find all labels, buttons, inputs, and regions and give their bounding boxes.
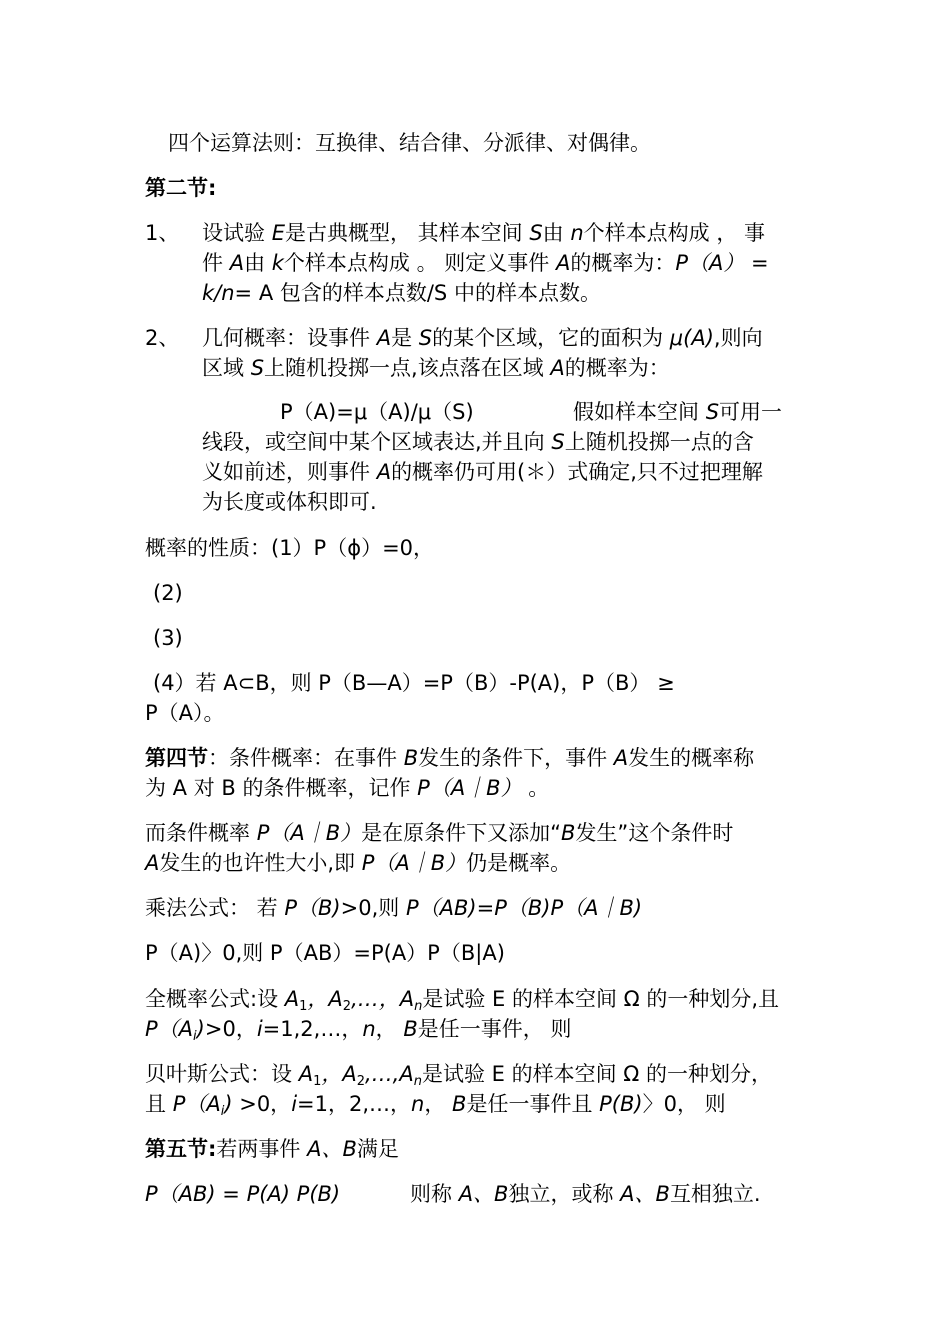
math: ，A <box>321 1062 357 1086</box>
text: 而条件概率 <box>145 821 257 845</box>
text: 且 <box>145 1092 173 1116</box>
math: n <box>362 1017 376 1041</box>
conditional-probability-note <box>145 818 805 878</box>
math: i <box>291 1092 298 1116</box>
line <box>202 353 807 383</box>
line <box>145 668 805 698</box>
math: P（A｜B） <box>417 776 522 800</box>
math: A <box>145 851 160 875</box>
math: P（AB) <box>405 896 477 920</box>
text: 个样本点构成 ， 事 <box>583 221 766 245</box>
text: 的概率为： <box>570 251 676 275</box>
math: ) <box>224 1092 233 1116</box>
text: 设试验 <box>202 221 272 245</box>
math: A <box>550 356 565 380</box>
math: S <box>418 326 433 350</box>
item-2-formula-block <box>202 397 807 517</box>
text: >0， <box>232 1092 292 1116</box>
section-4-heading: 第四节 <box>145 746 208 770</box>
math: i <box>256 1017 263 1041</box>
math: A <box>376 460 392 484</box>
text: 由 <box>542 221 571 245</box>
probability-properties <box>145 533 805 563</box>
math: n <box>411 1092 425 1116</box>
subscript: 2 <box>356 1074 365 1089</box>
text: 发生的也许性大小,即 <box>159 851 362 875</box>
line <box>145 773 805 803</box>
subscript: n <box>413 1074 422 1089</box>
section-2-heading <box>145 173 805 203</box>
text: = A 包含的样本点数/S 中的样本点数。 <box>234 281 601 305</box>
line <box>202 323 807 353</box>
line <box>145 1059 805 1089</box>
independence-definition <box>145 1179 805 1209</box>
text: 1、 <box>145 221 180 245</box>
text: (4）若 A⊂B，则 P（B—A）=P（B）-P(A)，P（B） ≥ <box>153 671 675 695</box>
math: A <box>229 251 245 275</box>
text: 是 <box>391 326 419 350</box>
property-2 <box>153 578 813 608</box>
text: 独立，或称 <box>508 1182 621 1206</box>
bayes-formula <box>145 1059 805 1119</box>
text: 线段，或空间中某个区域表达,并且向 <box>202 430 552 454</box>
math: B <box>561 821 576 845</box>
math: B <box>403 746 419 770</box>
text: 是试验 E 的样本空间 Ω 的一种划分， <box>421 1062 772 1086</box>
text: 几何概率：设事件 <box>202 326 377 350</box>
section-5 <box>145 1134 805 1164</box>
text: 为长度或体积即可. <box>202 490 377 514</box>
formula: P（A)=μ（A)/μ（S) <box>280 400 474 424</box>
text: 的概率为： <box>564 356 670 380</box>
property-3 <box>153 623 813 653</box>
section-5-heading: 第五节: <box>145 1137 217 1161</box>
text: (2) <box>153 581 183 605</box>
math: S <box>529 221 543 245</box>
text: 是古典概型， 其样本空间 <box>284 221 530 245</box>
math: k <box>271 251 284 275</box>
math: P（A <box>172 1092 221 1116</box>
text: 全概率公式:设 <box>145 987 285 1011</box>
math: ,…，A <box>351 987 415 1011</box>
multiplication-formula <box>145 893 805 923</box>
line <box>202 457 807 487</box>
text: 件 <box>202 251 230 275</box>
math: E <box>271 221 285 245</box>
total-probability-formula <box>145 984 805 1044</box>
text: ， <box>375 1017 404 1041</box>
math: A <box>555 251 571 275</box>
line <box>145 1089 805 1119</box>
text: 。 <box>521 776 550 800</box>
text: 乘法公式： 若 <box>145 896 285 920</box>
text: >0,则 <box>340 896 406 920</box>
line <box>202 218 807 248</box>
text: 个样本点构成 。 则定义事件 <box>283 251 556 275</box>
item-2-number <box>145 323 179 353</box>
subscript: 2 <box>342 999 352 1014</box>
text: ,则向 <box>713 326 763 350</box>
text: 由 <box>244 251 272 275</box>
text: 上随机投掷一点,该点落在区域 <box>264 356 551 380</box>
math: n <box>570 221 584 245</box>
line <box>202 397 807 427</box>
subscript: i <box>220 1104 225 1119</box>
text: 为 A 对 B 的条件概率，记作 <box>145 776 418 800</box>
text: 概率的性质：(1）P（ϕ）=0， <box>145 536 435 560</box>
text: 区域 <box>202 356 251 380</box>
text: 义如前述，则事件 <box>202 460 377 484</box>
text: 满足 <box>356 1137 399 1161</box>
math: A <box>284 987 300 1011</box>
line <box>202 427 807 457</box>
line <box>202 487 807 517</box>
line <box>145 743 805 773</box>
text: 假如样本空间 <box>573 400 706 424</box>
line <box>145 1014 805 1044</box>
property-4 <box>145 668 805 728</box>
line <box>202 278 807 308</box>
operation-laws-line <box>168 128 828 158</box>
text: 是任一事件， 则 <box>417 1017 572 1041</box>
math: P（A｜B） <box>361 851 467 875</box>
item-1-classical-probability <box>202 218 807 308</box>
text: =1，2,…， <box>297 1092 412 1116</box>
line <box>145 984 805 1014</box>
subscript: 1 <box>299 999 308 1014</box>
text: 上随机投掷一点的含 <box>564 430 754 454</box>
math: A、B <box>620 1182 670 1206</box>
text: 则称 <box>410 1182 459 1206</box>
math: P（A） = <box>675 251 769 275</box>
math: k/n <box>202 281 235 305</box>
multiplication-formula-2 <box>145 938 805 968</box>
text: P（A)〉0,则 P（AB）=P(A）P（B|A) <box>145 941 505 965</box>
text: >0， <box>204 1017 257 1041</box>
line <box>202 248 807 278</box>
line <box>145 848 805 878</box>
math: S <box>250 356 265 380</box>
text: P（A）。 <box>145 701 225 725</box>
math: S <box>551 430 565 454</box>
text: 是任一事件且 <box>466 1092 600 1116</box>
text: 2、 <box>145 326 180 350</box>
math: P（A <box>145 1017 194 1041</box>
math: A、B <box>307 1137 357 1161</box>
math: P（AB) = P(A) P(B) <box>145 1182 341 1206</box>
math: A <box>376 326 392 350</box>
text: 是试验 E 的样本空间 Ω 的一种划分,且 <box>422 987 780 1011</box>
math: ,…,A <box>365 1062 414 1086</box>
text: 若两事件 <box>216 1137 308 1161</box>
math: P（B) <box>284 896 341 920</box>
text: 贝叶斯公式：设 <box>145 1062 299 1086</box>
text: = <box>476 896 495 920</box>
math: P(B) <box>599 1092 643 1116</box>
math: P（B)P（A｜B) <box>494 896 643 920</box>
math: μ(A) <box>669 326 714 350</box>
text: ：条件概率：在事件 <box>208 746 404 770</box>
text: ， <box>424 1092 453 1116</box>
line <box>145 698 805 728</box>
item-2-geometric-probability <box>202 323 807 383</box>
math: A <box>298 1062 314 1086</box>
math: A <box>613 746 629 770</box>
text: 发生的条件下，事件 <box>418 746 614 770</box>
math: B <box>452 1092 467 1116</box>
text: 〉0， 则 <box>642 1092 726 1116</box>
section-4-conditional-probability <box>145 743 805 803</box>
math: A、B <box>458 1182 509 1206</box>
text: (3) <box>153 626 183 650</box>
subscript: n <box>414 999 423 1014</box>
text: 互相独立. <box>669 1182 761 1206</box>
subscript: 1 <box>313 1074 322 1089</box>
text: 第二节: <box>145 176 217 200</box>
subscript: i <box>193 1029 197 1044</box>
math: S <box>705 400 720 424</box>
math: ，A <box>307 987 343 1011</box>
text: 四个运算法则：互换律、结合律、分派律、对偶律。 <box>168 131 651 155</box>
math: ) <box>196 1017 205 1041</box>
text: 仍是概率。 <box>466 851 572 875</box>
item-1-number <box>145 218 179 248</box>
text: 的某个区域，它的面积为 <box>432 326 670 350</box>
text: 可用一 <box>719 400 783 424</box>
text: 发生的概率称 <box>628 746 755 770</box>
math: P（A｜B） <box>256 821 362 845</box>
line <box>145 818 805 848</box>
text: 发生”这个条件时 <box>575 821 734 845</box>
text: 的概率仍可用(＊）式确定,只不过把理解 <box>391 460 763 484</box>
text: 是在原条件下又添加“ <box>361 821 562 845</box>
text: =1,2,…， <box>262 1017 363 1041</box>
math: B <box>403 1017 418 1041</box>
